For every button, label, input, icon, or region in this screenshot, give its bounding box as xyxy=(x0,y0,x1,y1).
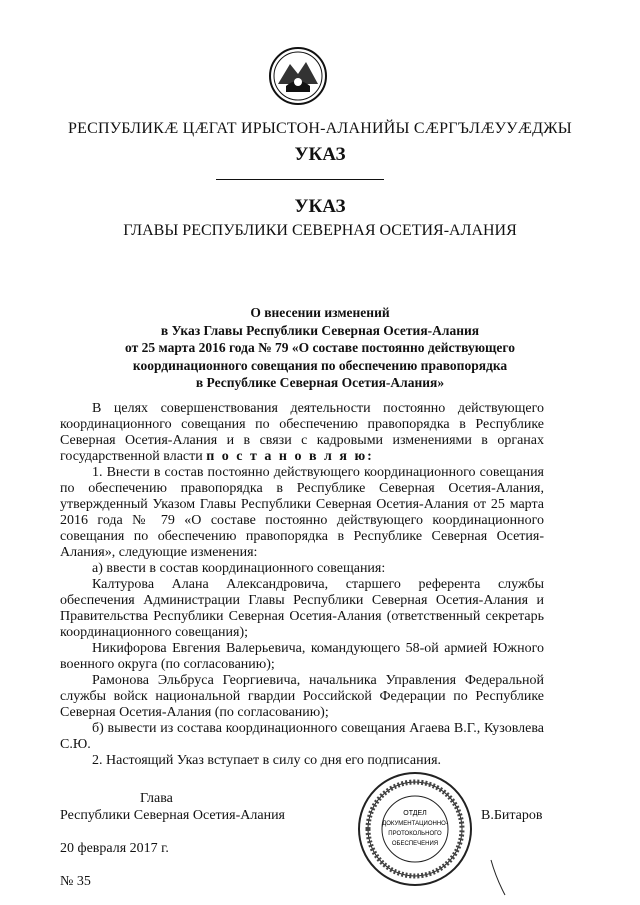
signatory-title-line-2: Республики Северная Осетия-Алания xyxy=(60,808,285,823)
document-title xyxy=(80,304,560,392)
header-republic-ossetian: РЕСПУБЛИКӔ ЦӔГАТ ИРЫСТОН-АЛАНИЙЫ СӔРГЪЛӔУУӔДЖЫ xyxy=(68,120,572,137)
header-head-russian: ГЛАВЫ РЕСПУБЛИКИ СЕВЕРНАЯ ОСЕТИЯ-АЛАНИЯ xyxy=(123,222,517,239)
subclause-a-paragraph: а) ввести в состав координационного совещания: xyxy=(92,561,386,576)
header-divider xyxy=(216,179,384,180)
stamp-line-4: ОБЕСПЕЧЕНИЯ xyxy=(391,841,439,847)
document-date: 20 февраля 2017 г. xyxy=(60,841,169,856)
signatory-title-line-1: Глава xyxy=(140,791,173,806)
stamp-line-2: ДОКУМЕНТАЦИОННО- xyxy=(382,821,448,827)
clause-2-paragraph: 2. Настоящий Указ вступает в силу со дня его подписания. xyxy=(92,753,442,768)
header-ukaz-ossetian: УКАЗ xyxy=(294,144,346,165)
coat-of-arms-emblem xyxy=(268,46,328,106)
pen-stroke-mark xyxy=(488,858,508,898)
document-number: № 35 xyxy=(60,874,91,889)
subclause-b-paragraph: б) вывести из состава координационного совещания Агаева В.Г., Кузовлева С.Ю. xyxy=(60,721,544,752)
decree-word: п о с т а н о в л я ю: xyxy=(206,449,374,464)
official-stamp xyxy=(356,770,474,888)
title-line-4: координационного совещания по обеспечению правопорядка xyxy=(132,357,508,373)
member-nikiforov-paragraph: Никифорова Евгения Валерьевича, командующего 58-ой армией Южного военного округа (по согласованию); xyxy=(60,641,544,672)
title-line-3: от 25 марта 2016 года № 79 «О составе постоянно действующего xyxy=(125,340,515,355)
title-line-2: в Указ Главы Республики Северная Осетия-Алания xyxy=(160,322,480,338)
stamp-line-1: ОТДЕЛ xyxy=(403,810,427,817)
clause-1-paragraph: 1. Внести в состав постоянно действующего координационного совещания по обеспечению правопорядка в Республике Северная Осетия-Алания, утвержденный Указом Главы Республики Северная Осетия-Алания от 25 марта 2016 года № 79 «О составе постоянно действующего координационного совещания по обеспечению правопорядка в Республике Северная Осетия-Алания», следующие изменения: xyxy=(60,465,544,560)
title-line-1: О внесении изменений xyxy=(250,305,390,320)
member-ramonov-paragraph: Рамонова Эльбруса Георгиевича, начальника Управления Федеральной службы войск национальной гвардии Российской Федерации по Республике Северная Осетия-Алания (по согласованию); xyxy=(60,673,544,720)
title-line-5: в Республике Северная Осетия-Алания» xyxy=(195,375,445,390)
preamble-paragraph xyxy=(60,401,544,465)
preamble-text: В целях совершенствования деятельности постоянно действующего координационного совещания по обеспечению правопорядка в Республике Северная Осетия-Алания и в связи с кадровыми изменениями в органах государственной власти xyxy=(60,401,544,464)
header-ukaz-russian: УКАЗ xyxy=(294,196,346,217)
stamp-line-3: ПРОТОКОЛЬНОГО xyxy=(388,831,442,837)
document-body xyxy=(60,401,544,769)
member-kalturov-paragraph: Калтурова Алана Александровича, старшего референта службы обеспечения Администрации Главы Республики Северная Осетия-Алания и Правительства Республики Северная Осетия-Алания (ответственный секретарь координационного совещания); xyxy=(60,577,544,640)
signatory-name: В.Битаров xyxy=(481,808,543,823)
